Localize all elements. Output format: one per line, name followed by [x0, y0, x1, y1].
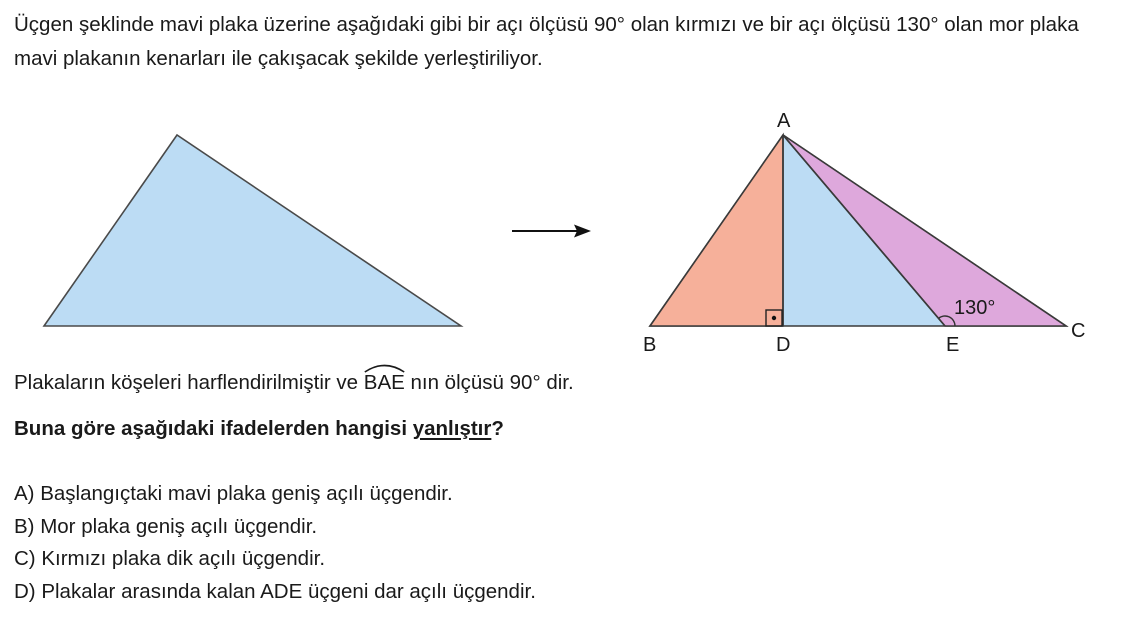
diagram-svg — [0, 100, 1128, 362]
point-label-d: D — [776, 334, 791, 356]
option-b[interactable]: B) Mor plaka geniş açılı üçgendir. — [14, 514, 318, 538]
blue-plate-original — [44, 135, 461, 326]
red-plate — [650, 135, 783, 326]
assembled-plates — [643, 110, 1085, 356]
question-statement — [14, 366, 574, 400]
angle-bae — [364, 366, 405, 400]
point-label-a: A — [777, 110, 791, 132]
statement-before: Plakaların köşeleri harflendirilmiştir ve — [14, 371, 364, 394]
statement-after: nın ölçüsü 90° dir. — [404, 371, 574, 394]
option-d[interactable]: D) Plakalar arasında kalan ADE üçgeni dar açılı üçgendir. — [14, 579, 536, 603]
point-label-c: C — [1071, 320, 1086, 342]
option-a[interactable]: A) Başlangıçtaki mavi plaka geniş açılı üçgendir. — [14, 482, 453, 505]
prompt-underlined: yanlıştır — [412, 417, 492, 440]
question-intro: Üçgen şeklinde mavi plaka üzerine aşağıdaki gibi bir açı ölçüsü 90° olan kırmızı ve bir açı ölçüsü 130° olan mor plaka mavi plakanın kenarları ile çakışacak şekilde yerleştiriliyor. — [14, 13, 1079, 70]
point-label-e: E — [946, 334, 960, 356]
angle-hat-icon — [364, 363, 405, 373]
prompt-after: ? — [491, 417, 504, 440]
option-c[interactable]: C) Kırmızı plaka dik açılı üçgendir. — [14, 547, 326, 570]
angle-bae-text: BAE — [363, 371, 405, 394]
arrow-icon — [512, 225, 591, 238]
angle-label-130: 130° — [954, 297, 996, 319]
diagram-figure — [0, 100, 1128, 362]
answer-options — [14, 478, 536, 608]
question-prompt — [14, 412, 504, 446]
point-label-b: B — [643, 334, 657, 356]
right-angle-dot — [772, 316, 776, 320]
prompt-before: Buna göre aşağıdaki ifadelerden hangisi — [14, 417, 413, 440]
